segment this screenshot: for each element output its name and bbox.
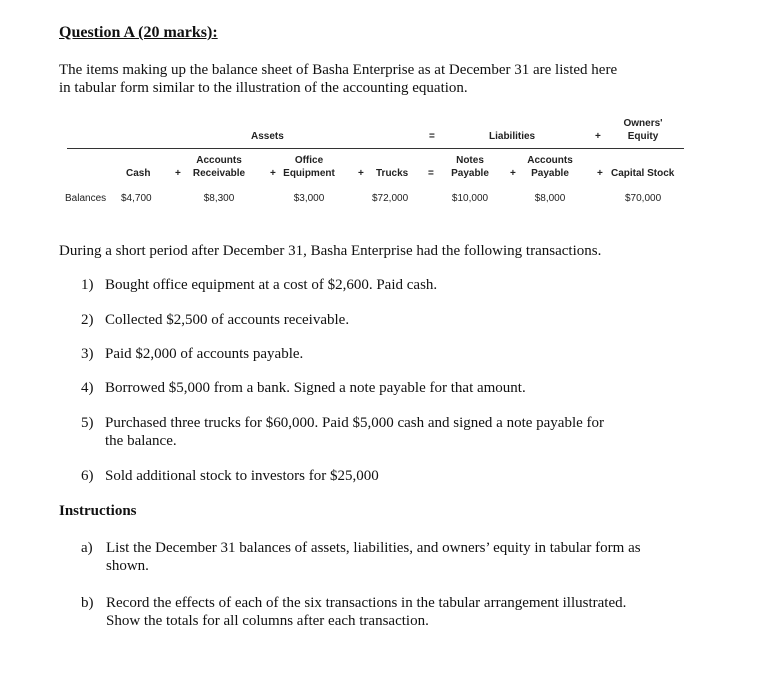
col-plus-5: + — [597, 168, 603, 179]
item-number: 5) — [81, 415, 94, 431]
part-text: List the December 31 balances of assets, liabilities, and owners’ equity in tabular form as — [106, 540, 641, 556]
item-number: 4) — [81, 380, 94, 396]
balances-label: Balances — [65, 193, 107, 204]
part-text: shown. — [106, 558, 149, 574]
item-text: Collected $2,500 of accounts receivable. — [105, 312, 350, 328]
col-plus-3: + — [358, 168, 364, 179]
item-text: Paid $2,000 of accounts payable. — [105, 346, 304, 362]
col-oe-line1: Office — [294, 155, 324, 166]
header-plus: + — [595, 131, 601, 142]
item-text: Bought office equipment at a cost of $2,600. Paid cash. — [105, 277, 438, 293]
balance-cash: $4,700 — [121, 193, 152, 204]
item-number: 1) — [81, 277, 94, 293]
col-trucks: Trucks — [376, 168, 409, 179]
col-plus-1: + — [175, 168, 181, 179]
part-letter: b) — [81, 595, 94, 611]
col-ap-line2: Payable — [531, 168, 569, 179]
col-oe-line2: Equipment — [283, 168, 335, 179]
item-text: Borrowed $5,000 from a bank. Signed a note payable for that amount. — [105, 380, 526, 396]
header-owners-equity-line2: Equity — [627, 131, 659, 142]
intro-paragraph — [59, 61, 699, 97]
item-number: 2) — [81, 312, 94, 328]
col-ar-line1: Accounts — [196, 155, 242, 166]
header-assets: Assets — [251, 131, 284, 142]
col-ap-line1: Accounts — [527, 155, 573, 166]
balance-capital-stock: $70,000 — [625, 193, 662, 204]
balance-trucks: $72,000 — [372, 193, 409, 204]
item-number: 6) — [81, 468, 94, 484]
part-text: Show the totals for all columns after each transaction. — [106, 613, 429, 629]
instructions-heading: Instructions — [59, 503, 137, 519]
intro-line: in tabular form similar to the illustration of the accounting equation. — [59, 80, 468, 96]
col-capital-stock: Capital Stock — [611, 168, 675, 179]
question-title: Question A (20 marks): — [59, 24, 218, 41]
header-liabilities: Liabilities — [489, 131, 536, 142]
item-text: Purchased three trucks for $60,000. Paid $5,000 cash and signed a note payable for — [105, 415, 605, 431]
col-ar-line2: Receivable — [192, 168, 246, 179]
transactions-lead: During a short period after December 31, Basha Enterprise had the following transactions. — [59, 243, 602, 259]
col-np-line1: Notes — [456, 155, 484, 166]
col-plus-4: + — [510, 168, 516, 179]
item-text: Sold additional stock to investors for $25,000 — [105, 468, 379, 484]
header-owners-equity-line1: Owners' — [623, 118, 663, 129]
balance-office-equipment: $3,000 — [293, 193, 325, 204]
balance-accounts-receivable: $8,300 — [203, 193, 235, 204]
col-equals: = — [428, 168, 434, 179]
intro-line: The items making up the balance sheet of Basha Enterprise as at December 31 are listed here — [59, 62, 618, 78]
item-text: the balance. — [105, 433, 177, 449]
header-equals: = — [429, 131, 435, 142]
balance-notes-payable: $10,000 — [451, 193, 489, 204]
part-letter: a) — [81, 540, 93, 556]
col-plus-2: + — [270, 168, 276, 179]
part-text: Record the effects of each of the six transactions in the tabular arrangement illustrated. — [106, 595, 627, 611]
balance-accounts-payable: $8,000 — [534, 193, 566, 204]
col-cash: Cash — [126, 168, 151, 179]
col-np-line2: Payable — [451, 168, 489, 179]
table-rule — [67, 148, 684, 149]
item-number: 3) — [81, 346, 94, 362]
